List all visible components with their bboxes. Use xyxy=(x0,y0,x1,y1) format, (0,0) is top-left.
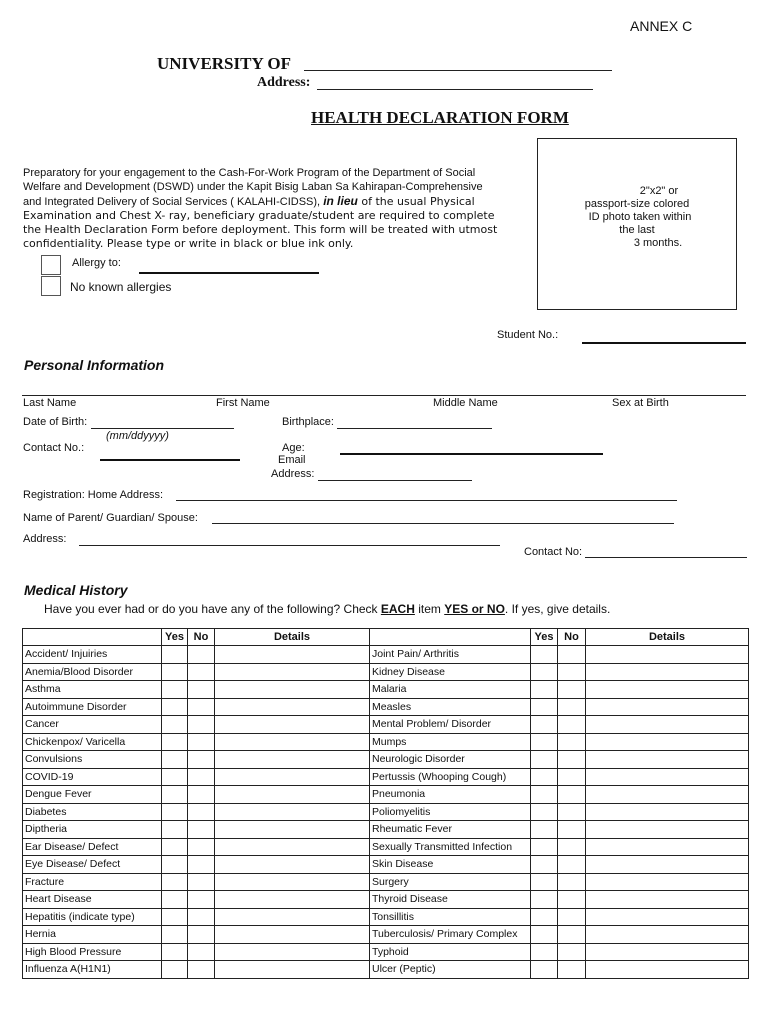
no-checkbox-cell[interactable] xyxy=(188,716,215,734)
sex-at-birth-label: Sex at Birth xyxy=(612,397,669,409)
middle-name-label: Middle Name xyxy=(433,397,498,409)
dob-label: Date of Birth: xyxy=(23,416,88,428)
no-checkbox-cell[interactable] xyxy=(558,663,586,681)
yes-checkbox-cell[interactable] xyxy=(162,733,188,751)
condition-cell: Pertussis (Whooping Cough) xyxy=(370,768,531,786)
yes-checkbox-cell[interactable] xyxy=(162,716,188,734)
email-label: Email xyxy=(278,454,306,466)
details-cell[interactable] xyxy=(586,838,749,856)
no-checkbox-cell[interactable] xyxy=(558,716,586,734)
allergy-checkbox[interactable] xyxy=(41,255,61,275)
yes-checkbox-cell[interactable] xyxy=(531,733,558,751)
details-cell[interactable] xyxy=(215,856,370,874)
no-checkbox-cell[interactable] xyxy=(188,856,215,874)
details-cell[interactable] xyxy=(215,873,370,891)
yes-checkbox-cell[interactable] xyxy=(531,961,558,979)
intro-line xyxy=(23,194,543,209)
yes-checkbox-cell[interactable] xyxy=(531,838,558,856)
instr-text: . If yes, give details. xyxy=(504,602,611,616)
intro-line: confidentiality. Please type or write in black or blue ink only. xyxy=(23,237,354,250)
medical-history-table xyxy=(22,628,749,979)
condition-cell: High Blood Pressure xyxy=(23,943,162,961)
details-cell[interactable] xyxy=(215,786,370,804)
details-cell[interactable] xyxy=(586,698,749,716)
table-row xyxy=(23,698,749,716)
no-checkbox-cell[interactable] xyxy=(188,943,215,961)
dob-line[interactable] xyxy=(91,428,234,429)
yes-checkbox-cell[interactable] xyxy=(531,786,558,804)
details-cell[interactable] xyxy=(586,873,749,891)
condition-cell: Dengue Fever xyxy=(23,786,162,804)
intro-text: of the usual Physical xyxy=(357,195,475,208)
details-cell[interactable] xyxy=(586,821,749,839)
details-header: Details xyxy=(586,629,749,646)
no-checkbox-cell[interactable] xyxy=(558,908,586,926)
yes-checkbox-cell[interactable] xyxy=(531,891,558,909)
details-cell[interactable] xyxy=(215,646,370,664)
condition-cell: Heart Disease xyxy=(23,891,162,909)
photo-line: the last xyxy=(619,224,655,236)
table-row xyxy=(23,716,749,734)
university-name-line[interactable] xyxy=(304,70,612,71)
table-row xyxy=(23,663,749,681)
table-row xyxy=(23,733,749,751)
medical-instructions xyxy=(44,602,610,616)
condition-cell: Hepatitis (indicate type) xyxy=(23,908,162,926)
no-checkbox-cell[interactable] xyxy=(188,698,215,716)
student-no-line[interactable] xyxy=(582,342,746,344)
details-cell[interactable] xyxy=(215,926,370,944)
yes-header: Yes xyxy=(531,629,558,646)
table-row xyxy=(23,751,749,769)
details-cell[interactable] xyxy=(586,943,749,961)
home-address-label: Registration: Home Address: xyxy=(23,489,164,501)
no-checkbox-cell[interactable] xyxy=(188,961,215,979)
condition-cell: Tuberculosis/ Primary Complex xyxy=(370,926,531,944)
yes-checkbox-cell[interactable] xyxy=(162,751,188,769)
details-cell[interactable] xyxy=(586,768,749,786)
instr-each: EACH xyxy=(380,602,415,616)
condition-cell: Surgery xyxy=(370,873,531,891)
yes-checkbox-cell[interactable] xyxy=(162,768,188,786)
no-checkbox-cell[interactable] xyxy=(188,908,215,926)
details-header: Details xyxy=(215,629,370,646)
details-cell[interactable] xyxy=(215,733,370,751)
no-checkbox-cell[interactable] xyxy=(558,943,586,961)
yes-checkbox-cell[interactable] xyxy=(531,926,558,944)
details-cell[interactable] xyxy=(215,838,370,856)
yes-checkbox-cell[interactable] xyxy=(162,873,188,891)
yes-checkbox-cell[interactable] xyxy=(531,646,558,664)
condition-cell: Typhoid xyxy=(370,943,531,961)
no-checkbox-cell[interactable] xyxy=(188,838,215,856)
table-row xyxy=(23,856,749,874)
contact-no-label: Contact No.: xyxy=(23,442,85,454)
condition-cell: Thyroid Disease xyxy=(370,891,531,909)
no-checkbox-cell[interactable] xyxy=(558,698,586,716)
parent-address-label: Address: xyxy=(23,533,67,545)
no-allergy-label: No known allergies xyxy=(70,280,172,294)
instr-text: Have you ever had or do you have any of the following? Check xyxy=(44,602,381,616)
university-address-line[interactable] xyxy=(317,89,593,90)
yes-checkbox-cell[interactable] xyxy=(531,803,558,821)
photo-line: ID photo taken within xyxy=(588,211,692,223)
yes-checkbox-cell[interactable] xyxy=(531,716,558,734)
yes-checkbox-cell[interactable] xyxy=(531,698,558,716)
no-checkbox-cell[interactable] xyxy=(188,646,215,664)
email-line[interactable] xyxy=(318,480,472,481)
home-address-line[interactable] xyxy=(176,500,677,501)
yes-checkbox-cell[interactable] xyxy=(162,891,188,909)
no-checkbox-cell[interactable] xyxy=(188,821,215,839)
age-line[interactable] xyxy=(340,453,603,455)
details-cell[interactable] xyxy=(586,856,749,874)
yes-checkbox-cell[interactable] xyxy=(531,856,558,874)
allergy-label: Allergy to: xyxy=(72,257,121,269)
no-checkbox-cell[interactable] xyxy=(558,646,586,664)
details-cell[interactable] xyxy=(586,926,749,944)
details-cell[interactable] xyxy=(215,663,370,681)
condition-cell: Malaria xyxy=(370,681,531,699)
condition-cell: Convulsions xyxy=(23,751,162,769)
details-cell[interactable] xyxy=(215,803,370,821)
condition-cell: Diptheria xyxy=(23,821,162,839)
condition-cell: Cancer xyxy=(23,716,162,734)
no-checkbox-cell[interactable] xyxy=(558,768,586,786)
no-checkbox-cell[interactable] xyxy=(558,891,586,909)
intro-line: the Health Declaration Form before deployment. This form will be treated with utmost xyxy=(23,223,498,236)
condition-cell: Hernia xyxy=(23,926,162,944)
details-cell[interactable] xyxy=(586,908,749,926)
yes-checkbox-cell[interactable] xyxy=(162,838,188,856)
condition-cell: Mumps xyxy=(370,733,531,751)
details-cell[interactable] xyxy=(215,908,370,926)
condition-cell: Eye Disease/ Defect xyxy=(23,856,162,874)
condition-cell: Sexually Transmitted Infection xyxy=(370,838,531,856)
no-checkbox-cell[interactable] xyxy=(558,803,586,821)
yes-checkbox-cell[interactable] xyxy=(162,803,188,821)
details-cell[interactable] xyxy=(215,698,370,716)
no-checkbox-cell[interactable] xyxy=(188,786,215,804)
condition-cell: Ulcer (Peptic) xyxy=(370,961,531,979)
condition-cell: Kidney Disease xyxy=(370,663,531,681)
parent-contact-line[interactable] xyxy=(585,557,747,558)
table-row xyxy=(23,681,749,699)
no-checkbox-cell[interactable] xyxy=(188,751,215,769)
table-row xyxy=(23,786,749,804)
table-header-row xyxy=(23,629,749,646)
table-row xyxy=(23,943,749,961)
table-row xyxy=(23,838,749,856)
medical-history-heading: Medical History xyxy=(24,582,128,598)
yes-checkbox-cell[interactable] xyxy=(162,856,188,874)
condition-cell: Autoimmune Disorder xyxy=(23,698,162,716)
yes-checkbox-cell[interactable] xyxy=(162,646,188,664)
details-cell[interactable] xyxy=(215,821,370,839)
yes-checkbox-cell[interactable] xyxy=(162,663,188,681)
dob-format-hint: (mm/ddyyyy) xyxy=(106,430,169,442)
yes-checkbox-cell[interactable] xyxy=(531,751,558,769)
no-checkbox-cell[interactable] xyxy=(188,733,215,751)
no-checkbox-cell[interactable] xyxy=(558,838,586,856)
no-checkbox-cell[interactable] xyxy=(188,873,215,891)
condition-cell: Diabetes xyxy=(23,803,162,821)
parent-contact-label: Contact No: xyxy=(524,546,583,558)
parent-guardian-label: Name of Parent/ Guardian/ Spouse: xyxy=(23,512,198,524)
yes-checkbox-cell[interactable] xyxy=(162,786,188,804)
details-cell[interactable] xyxy=(586,663,749,681)
yes-checkbox-cell[interactable] xyxy=(531,821,558,839)
no-checkbox-cell[interactable] xyxy=(558,926,586,944)
condition-cell: Neurologic Disorder xyxy=(370,751,531,769)
yes-header: Yes xyxy=(162,629,188,646)
details-cell[interactable] xyxy=(586,733,749,751)
yes-checkbox-cell[interactable] xyxy=(162,681,188,699)
yes-checkbox-cell[interactable] xyxy=(162,821,188,839)
intro-line: Welfare and Development (DSWD) under the Kapit Bisig Laban Sa Kahirapan-Comprehensive xyxy=(23,181,483,193)
student-no-label: Student No.: xyxy=(497,329,559,341)
table-row xyxy=(23,821,749,839)
table-row xyxy=(23,768,749,786)
condition-cell: Asthma xyxy=(23,681,162,699)
parent-guardian-line[interactable] xyxy=(212,523,674,524)
details-cell[interactable] xyxy=(586,891,749,909)
table-row xyxy=(23,646,749,664)
no-checkbox-cell[interactable] xyxy=(558,961,586,979)
condition-cell: Fracture xyxy=(23,873,162,891)
yes-checkbox-cell[interactable] xyxy=(531,873,558,891)
yes-checkbox-cell[interactable] xyxy=(531,943,558,961)
table-row xyxy=(23,873,749,891)
birthplace-line[interactable] xyxy=(337,428,492,429)
condition-cell: Poliomyelitis xyxy=(370,803,531,821)
details-cell[interactable] xyxy=(215,943,370,961)
condition-cell: Rheumatic Fever xyxy=(370,821,531,839)
condition-cell: COVID-19 xyxy=(23,768,162,786)
details-cell[interactable] xyxy=(586,646,749,664)
first-name-label: First Name xyxy=(216,397,270,409)
birthplace-label: Birthplace: xyxy=(282,416,334,428)
no-header: No xyxy=(188,629,215,646)
table-row xyxy=(23,961,749,979)
yes-checkbox-cell[interactable] xyxy=(162,908,188,926)
no-allergy-checkbox[interactable] xyxy=(41,276,61,296)
no-checkbox-cell[interactable] xyxy=(558,873,586,891)
condition-cell: Anemia/Blood Disorder xyxy=(23,663,162,681)
no-checkbox-cell[interactable] xyxy=(558,821,586,839)
no-checkbox-cell[interactable] xyxy=(558,681,586,699)
details-cell[interactable] xyxy=(586,681,749,699)
no-checkbox-cell[interactable] xyxy=(188,663,215,681)
yes-checkbox-cell[interactable] xyxy=(531,768,558,786)
id-photo-box[interactable] xyxy=(537,138,737,310)
intro-paragraph xyxy=(23,166,543,251)
photo-line: 2"x2" or xyxy=(639,185,679,197)
intro-line: Preparatory for your engagement to the Cash-For-Work Program of the Department of Social xyxy=(23,167,476,179)
condition-cell: Influenza A(H1N1) xyxy=(23,961,162,979)
no-checkbox-cell[interactable] xyxy=(558,733,586,751)
photo-line: passport-size colored xyxy=(584,198,690,210)
condition-cell: Skin Disease xyxy=(370,856,531,874)
instr-text: item xyxy=(414,602,445,616)
details-cell[interactable] xyxy=(586,803,749,821)
details-cell[interactable] xyxy=(586,716,749,734)
no-checkbox-cell[interactable] xyxy=(558,751,586,769)
details-cell[interactable] xyxy=(215,768,370,786)
yes-checkbox-cell[interactable] xyxy=(162,943,188,961)
personal-info-heading: Personal Information xyxy=(24,357,165,373)
allergy-line[interactable] xyxy=(139,272,319,274)
form-title: HEALTH DECLARATION FORM xyxy=(311,108,569,127)
details-cell[interactable] xyxy=(586,961,749,979)
condition-header xyxy=(370,629,531,646)
no-checkbox-cell[interactable] xyxy=(188,681,215,699)
no-header: No xyxy=(558,629,586,646)
intro-text: and Integrated Delivery of Social Services ( KALAHI-CIDSS), xyxy=(23,196,324,208)
condition-cell: Tonsillitis xyxy=(370,908,531,926)
table-row xyxy=(23,908,749,926)
yes-checkbox-cell[interactable] xyxy=(162,926,188,944)
no-checkbox-cell[interactable] xyxy=(188,768,215,786)
name-line[interactable] xyxy=(22,395,746,396)
university-label: UNIVERSITY OF xyxy=(157,54,291,73)
yes-checkbox-cell[interactable] xyxy=(531,681,558,699)
condition-cell: Accident/ Injuiries xyxy=(23,646,162,664)
intro-line: Examination and Chest X- ray, beneficiary graduate/student are required to complete xyxy=(23,209,495,222)
yes-checkbox-cell[interactable] xyxy=(531,908,558,926)
table-row xyxy=(23,926,749,944)
condition-cell: Measles xyxy=(370,698,531,716)
instr-yes-no: YES or NO xyxy=(444,602,505,616)
age-label: Age: xyxy=(282,442,305,454)
details-cell[interactable] xyxy=(215,891,370,909)
no-checkbox-cell[interactable] xyxy=(188,891,215,909)
last-name-label: Last Name xyxy=(23,397,77,409)
condition-cell: Ear Disease/ Defect xyxy=(23,838,162,856)
parent-address-line[interactable] xyxy=(79,545,500,546)
yes-checkbox-cell[interactable] xyxy=(162,961,188,979)
condition-cell: Pneumonia xyxy=(370,786,531,804)
condition-cell: Joint Pain/ Arthritis xyxy=(370,646,531,664)
yes-checkbox-cell[interactable] xyxy=(162,698,188,716)
yes-checkbox-cell[interactable] xyxy=(531,663,558,681)
no-checkbox-cell[interactable] xyxy=(558,786,586,804)
details-cell[interactable] xyxy=(586,786,749,804)
no-checkbox-cell[interactable] xyxy=(188,803,215,821)
medical-history-rows xyxy=(23,646,749,979)
details-cell[interactable] xyxy=(215,961,370,979)
contact-no-line[interactable] xyxy=(100,459,240,461)
no-checkbox-cell[interactable] xyxy=(188,926,215,944)
in-lieu-emphasis: in lieu xyxy=(323,194,358,208)
condition-cell: Mental Problem/ Disorder xyxy=(370,716,531,734)
photo-line: 3 months. xyxy=(633,237,683,249)
details-cell[interactable] xyxy=(215,716,370,734)
no-checkbox-cell[interactable] xyxy=(558,856,586,874)
photo-instructions xyxy=(538,185,736,250)
university-address-label: Address: xyxy=(257,75,311,90)
table-row xyxy=(23,803,749,821)
details-cell[interactable] xyxy=(215,751,370,769)
email-address-label: Address: xyxy=(271,468,315,480)
condition-header xyxy=(23,629,162,646)
details-cell[interactable] xyxy=(215,681,370,699)
details-cell[interactable] xyxy=(586,751,749,769)
annex-label: ANNEX C xyxy=(630,18,693,34)
condition-cell: Chickenpox/ Varicella xyxy=(23,733,162,751)
table-row xyxy=(23,891,749,909)
